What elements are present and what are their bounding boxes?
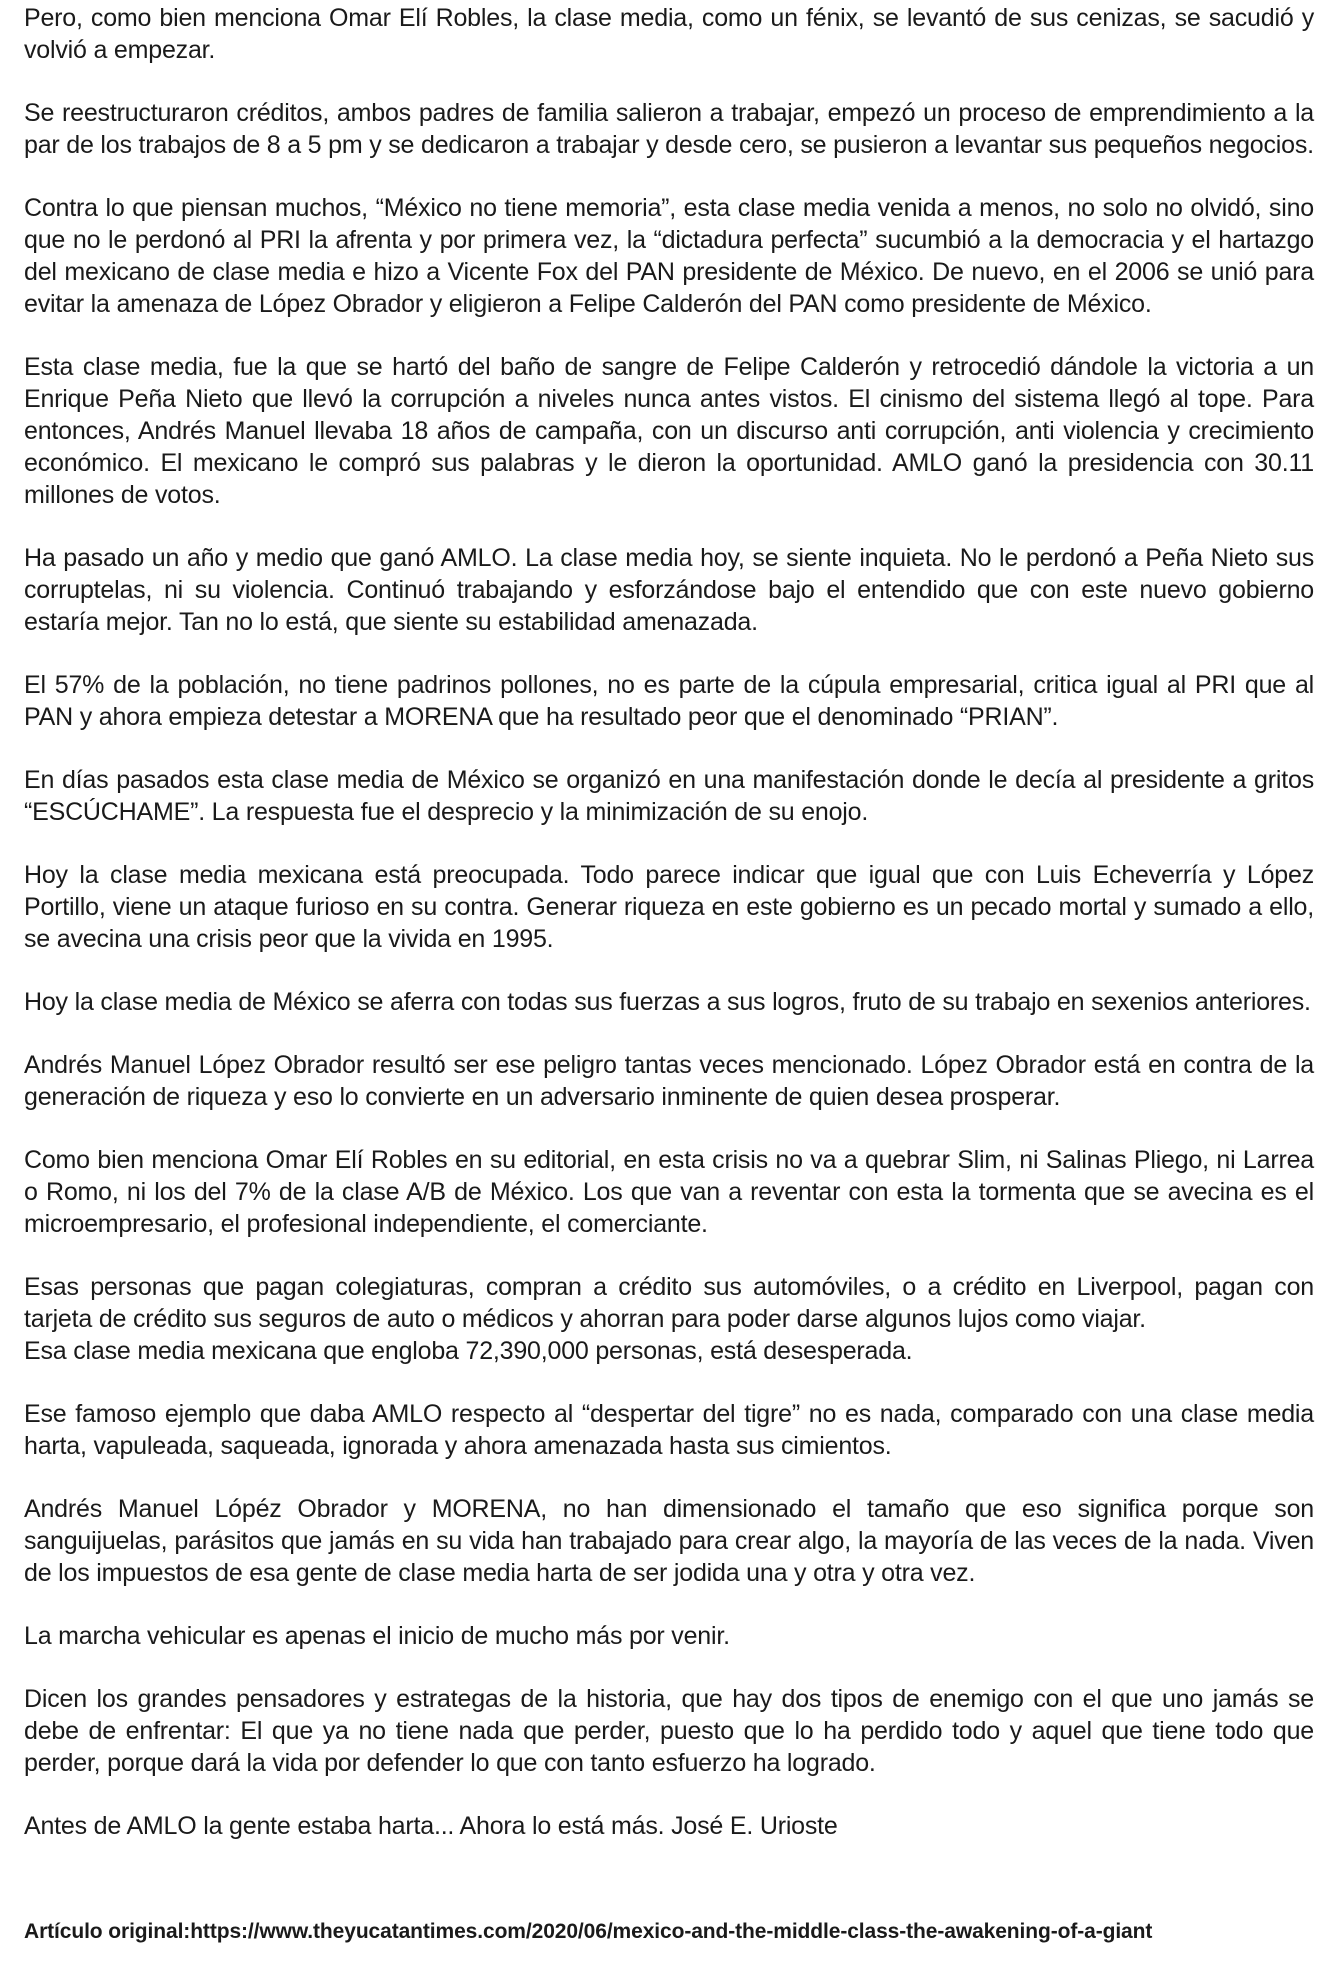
- paragraph: Ha pasado un año y medio que ganó AMLO. La clase media hoy, se siente inquieta. No le perdonó a Peña Nieto sus corruptelas, ni su violencia. Continuó trabajando y esforzándose bajo el entendido que con este nuevo gobierno estaría mejor. Tan no lo está, que siente su estabilidad amenazada.: [24, 544, 1314, 636]
- paragraph: Esta clase media, fue la que se hartó del baño de sangre de Felipe Calderón y retrocedió dándole la victoria a un Enrique Peña Nieto que llevó la corrupción a niveles nunca antes vistos. El cinismo del sistema llegó al tope. Para entonces, Andrés Manuel llevaba 18 años de campaña, con un discurso anti corrupción, anti violencia y crecimiento económico. El mexicano le compró sus palabras y le dieron la oportunidad. AMLO ganó la presidencia con 30.11 millones de votos.: [24, 353, 1314, 509]
- paragraph: La marcha vehicular es apenas el inicio de mucho más por venir.: [24, 1622, 730, 1650]
- paragraph: Hoy la clase media mexicana está preocupada. Todo parece indicar que igual que con Luis Echeverría y López Portillo, viene un ataque furioso en su contra. Generar riqueza en este gobierno es un pecado mortal y sumado a ello, se avecina una crisis peor que la vivida en 1995.: [24, 861, 1314, 953]
- paragraph: Se reestructuraron créditos, ambos padres de familia salieron a trabajar, empezó un proceso de emprendimiento a la par de los trabajos de 8 a 5 pm y se dedicaron a trabajar y desde cero, se pusieron a levantar sus pequeños negocios.: [24, 99, 1314, 159]
- paragraph: Esa clase media mexicana que engloba 72,390,000 personas, está desesperada.: [24, 1337, 913, 1365]
- paragraph: Hoy la clase media de México se aferra con todas sus fuerzas a sus logros, fruto de su trabajo en sexenios anteriores.: [24, 988, 1311, 1016]
- paragraph: Como bien menciona Omar Elí Robles en su editorial, en esta crisis no va a quebrar Slim, ni Salinas Pliego, ni Larrea o Romo, ni los del 7% de la clase A/B de México. Los que van a reventar con esta la tormenta que se avecina es el microempresario, el profesional independiente, el comerciante.: [24, 1146, 1314, 1238]
- paragraph: Dicen los grandes pensadores y estrategas de la historia, que hay dos tipos de enemigo con el que uno jamás se debe de enfrentar: El que ya no tiene nada que perder, puesto que lo ha perdido todo y aquel que tiene todo que perder, porque dará la vida por defender lo que con tanto esfuerzo ha logrado.: [24, 1685, 1314, 1777]
- paragraph: Contra lo que piensan muchos, “México no tiene memoria”, esta clase media venida a menos, no solo no olvidó, sino que no le perdonó al PRI la afrenta y por primera vez, la “dictadura perfecta” sucumbió a la democracia y el hartazgo del mexicano de clase media e hizo a Vicente Fox del PAN presidente de México. De nuevo, en el 2006 se unió para evitar la amenaza de López Obrador y eligieron a Felipe Calderón del PAN como presidente de México.: [24, 194, 1314, 318]
- paragraph: Esas personas que pagan colegiaturas, compran a crédito sus automóviles, o a crédito en Liverpool, pagan con tarjeta de crédito sus seguros de auto o médicos y ahorran para poder darse algunos lujos como viajar.: [24, 1273, 1314, 1333]
- paragraph: Andrés Manuel Lópéz Obrador y MORENA, no han dimensionado el tamaño que eso significa porque son sanguijuelas, parásitos que jamás en su vida han trabajado para crear algo, la mayoría de las veces de la nada. Viven de los impuestos de esa gente de clase media harta de ser jodida una y otra y otra vez.: [24, 1495, 1314, 1587]
- paragraph: Ese famoso ejemplo que daba AMLO respecto al “despertar del tigre” no es nada, comparado con una clase media harta, vapuleada, saqueada, ignorada y ahora amenazada hasta sus cimientos.: [24, 1400, 1314, 1460]
- paragraph: Antes de AMLO la gente estaba harta... Ahora lo está más. José E. Urioste: [24, 1812, 838, 1840]
- paragraph: El 57% de la población, no tiene padrinos pollones, no es parte de la cúpula empresarial, critica igual al PRI que al PAN y ahora empieza detestar a MORENA que ha resultado peor que el denominado “PRIAN”.: [24, 671, 1314, 731]
- paragraph: Andrés Manuel López Obrador resultó ser ese peligro tantas veces mencionado. López Obrador está en contra de la generación de riqueza y eso lo convierte en un adversario inminente de quien desea prosperar.: [24, 1051, 1314, 1111]
- article-body: [24, 2, 1314, 1873]
- paragraph: En días pasados esta clase media de México se organizó en una manifestación donde le decía al presidente a gritos “ESCÚCHAME”. La respuesta fue el desprecio y la minimización de su enojo.: [24, 766, 1314, 826]
- paragraph: Pero, como bien menciona Omar Elí Robles, la clase media, como un fénix, se levantó de sus cenizas, se sacudió y volvió a empezar.: [24, 4, 1314, 64]
- source-link[interactable]: Artículo original:https://www.theyucatantimes.com/2020/06/mexico-and-the-middle-class-the-awakening-of-a-giant: [24, 1920, 1153, 1943]
